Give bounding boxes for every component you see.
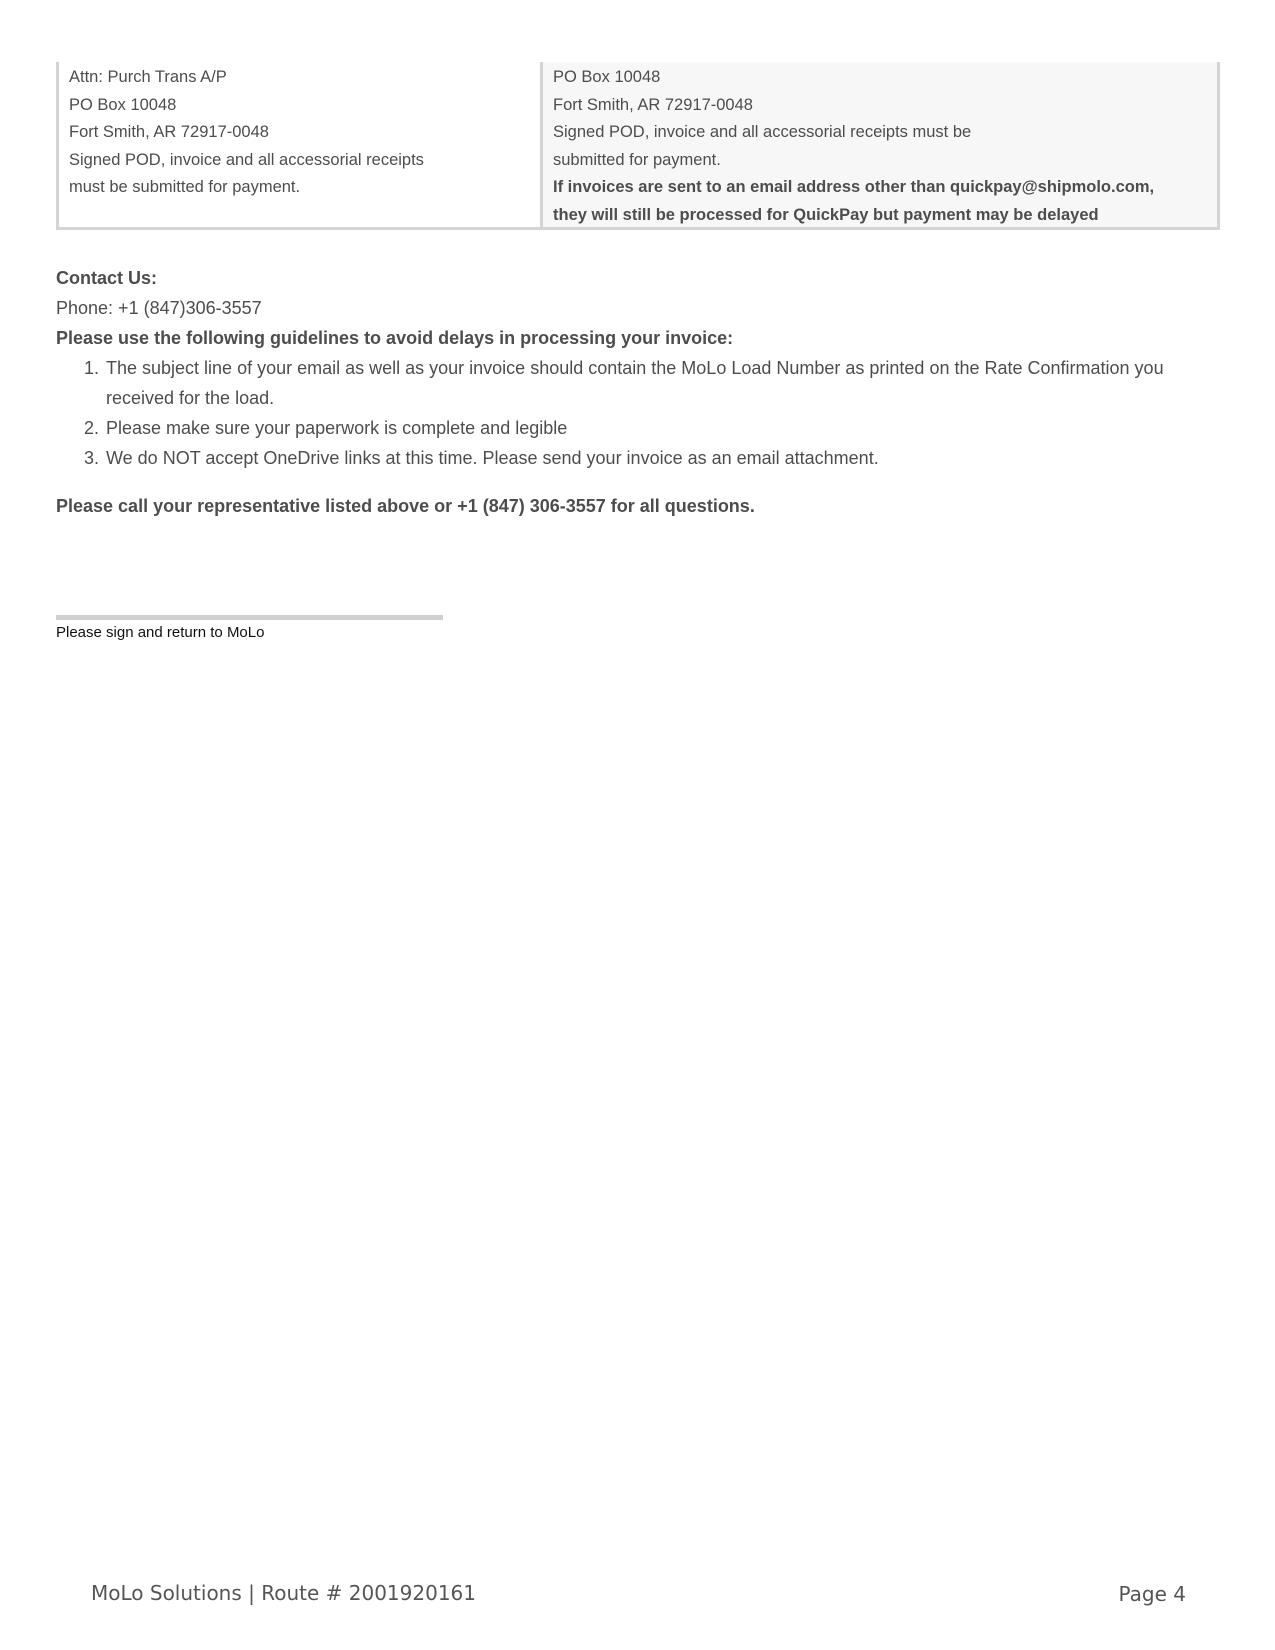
guideline-text: The subject line of your email as well as your invoice should contain the MoLo Load Number as printed on the Rate Confirmation you received for the load.: [106, 358, 1164, 408]
remit-address-left-cell: [59, 62, 543, 227]
signature-line[interactable]: [56, 615, 443, 620]
contact-heading: Contact Us:: [56, 268, 158, 288]
guideline-text: Please make sure your paperwork is complete and legible: [106, 418, 568, 438]
remit-address-table: [56, 62, 1220, 230]
footer-route: MoLo Solutions | Route # 2001920161: [91, 1581, 476, 1605]
quickpay-notice-line: they will still be processed for QuickPay but payment may be delayed: [553, 205, 1099, 224]
remit-address-right-cell: [543, 62, 1217, 227]
address-line: Attn: Purch Trans A/P: [69, 68, 227, 86]
guideline-item: [84, 413, 1220, 443]
guideline-number: 1.: [84, 358, 100, 378]
guidelines-list: [56, 353, 1220, 473]
address-line: must be submitted for payment.: [69, 178, 301, 196]
address-line: submitted for payment.: [553, 150, 721, 169]
guideline-number: 3.: [84, 448, 100, 468]
address-line: PO Box 10048: [553, 68, 661, 86]
guidelines-heading: Please use the following guidelines to avoid delays in processing your invoice:: [56, 328, 734, 348]
footer-page-number: Page 4: [1118, 1582, 1186, 1606]
address-line: Fort Smith, AR 72917-0048: [553, 95, 753, 114]
address-line: Signed POD, invoice and all accessorial receipts must be: [553, 123, 972, 141]
contact-phone: Phone: +1 (847)306-3557: [56, 298, 262, 318]
address-line: Fort Smith, AR 72917-0048: [69, 123, 269, 141]
contact-section: [56, 263, 1220, 473]
guideline-number: 2.: [84, 418, 100, 438]
call-representative-note: Please call your representative listed above or +1 (847) 306-3557 for all questions.: [56, 496, 755, 516]
signature-caption: Please sign and return to MoLo: [56, 624, 265, 641]
address-line: Signed POD, invoice and all accessorial receipts: [69, 150, 424, 169]
guideline-item: [84, 353, 1220, 413]
address-line: PO Box 10048: [69, 95, 177, 114]
quickpay-notice-line: If invoices are sent to an email address other than quickpay@shipmolo.com,: [553, 178, 1155, 196]
guideline-item: [84, 443, 1220, 473]
guideline-text: We do NOT accept OneDrive links at this time. Please send your invoice as an email attachment.: [106, 448, 879, 468]
